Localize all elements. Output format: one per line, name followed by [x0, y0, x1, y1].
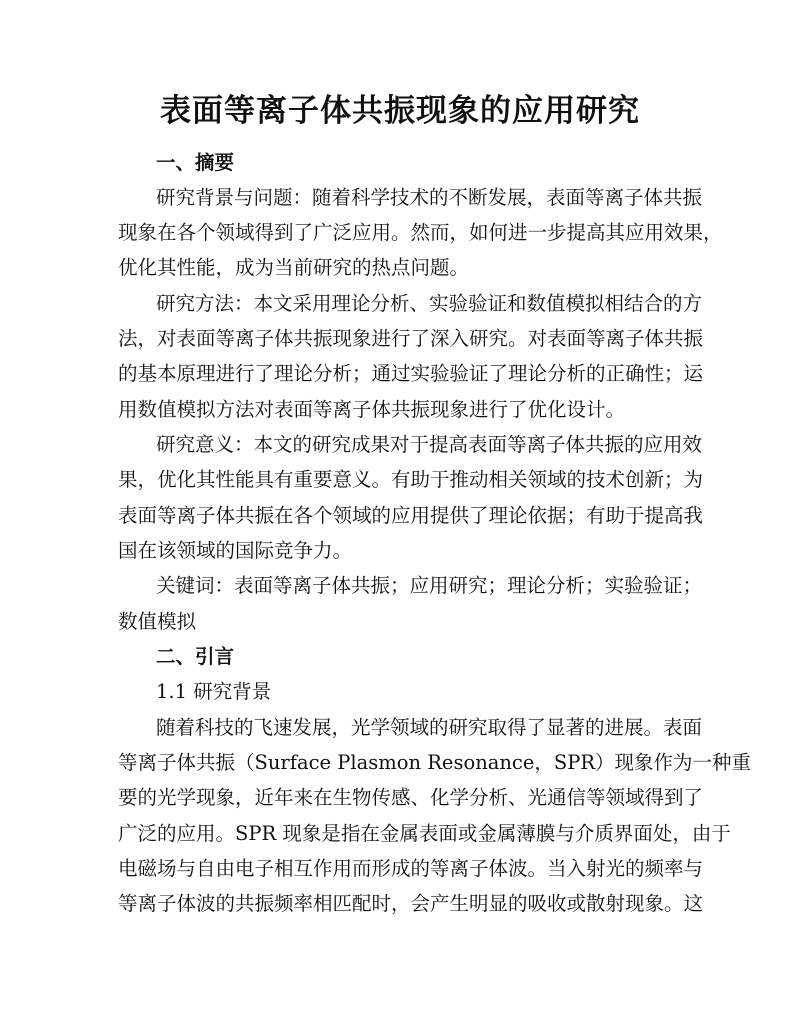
abstract-significance-line: 果，优化其性能具有重要意义。有助于推动相关领域的技术创新；为: [118, 468, 704, 491]
keywords-line: 数值模拟: [118, 610, 197, 633]
section-heading-introduction: 二、引言: [156, 645, 235, 668]
abstract-background-line: 优化其性能，成为当前研究的热点问题。: [118, 256, 470, 279]
abstract-method-line: 用数值模拟方法对表面等离子体共振现象进行了优化设计。: [118, 398, 626, 421]
intro-paragraph-line: 电磁场与自由电子相互作用而形成的等离子体波。当入射光的频率与: [118, 857, 704, 880]
section-heading-abstract: 一、摘要: [156, 151, 235, 174]
abstract-method-line: 法，对表面等离子体共振现象进行了深入研究。对表面等离子体共振: [118, 327, 704, 350]
abstract-background-line: 现象在各个领域得到了广泛应用。然而，如何进一步提高其应用效果，: [118, 221, 723, 244]
intro-paragraph-line: 要的光学现象，近年来在生物传感、化学分析、光通信等领域得到了: [118, 786, 704, 809]
keywords-line: 关键词：表面等离子体共振；应用研究；理论分析；实验验证；: [156, 574, 703, 597]
abstract-significance-line: 表面等离子体共振在各个领域的应用提供了理论依据；有助于提高我: [118, 504, 704, 527]
subsection-heading-background: 1.1 研究背景: [156, 680, 272, 703]
intro-paragraph-line: 广泛的应用。SPR 现象是指在金属表面或金属薄膜与介质界面处，由于: [118, 822, 731, 845]
intro-paragraph-line: 等离子体共振（Surface Plasmon Resonance，SPR）现象作为一种重: [118, 751, 752, 774]
abstract-method-line: 研究方法：本文采用理论分析、实验验证和数值模拟相结合的方: [156, 292, 703, 315]
abstract-method-line: 的基本原理进行了理论分析；通过实验验证了理论分析的正确性；运: [118, 362, 704, 385]
intro-paragraph-line: 随着科技的飞速发展，光学领域的研究取得了显著的进展。表面: [156, 716, 703, 739]
document-title: 表面等离子体共振现象的应用研究: [160, 93, 640, 129]
abstract-significance-line: 国在该领域的国际竞争力。: [118, 539, 353, 562]
abstract-background-line: 研究背景与问题：随着科学技术的不断发展，表面等离子体共振: [156, 186, 703, 209]
abstract-significance-line: 研究意义：本文的研究成果对于提高表面等离子体共振的应用效: [156, 433, 703, 456]
intro-paragraph-line: 等离子体波的共振频率相匹配时，会产生明显的吸收或散射现象。这: [118, 892, 704, 915]
